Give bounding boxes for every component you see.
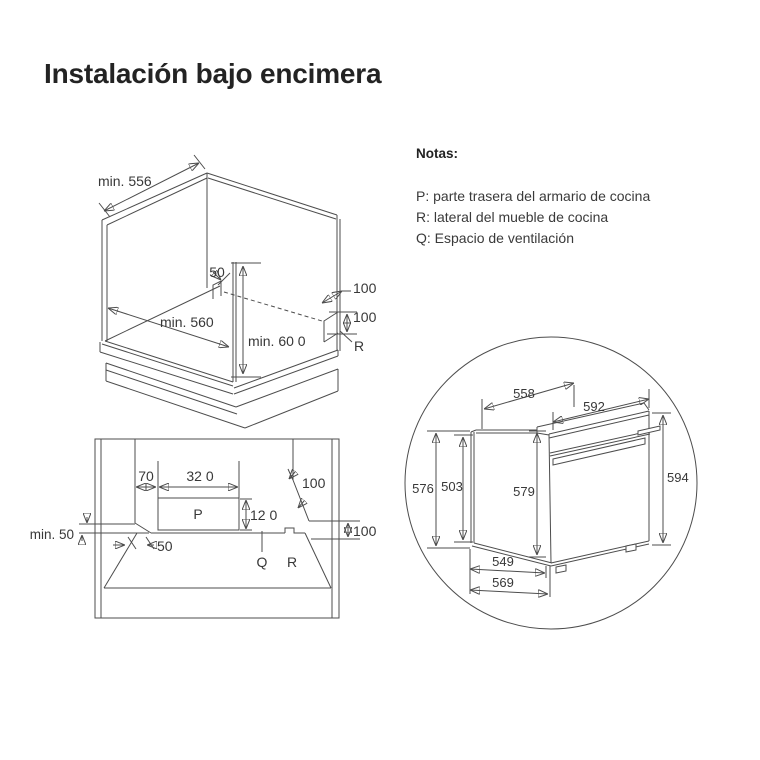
dim-line-body-depth — [470, 569, 545, 573]
cabinet-floor-outline — [105, 281, 233, 382]
oven-feet — [556, 544, 636, 573]
dim-label-vent-height: 100 — [353, 309, 377, 325]
dim-label-corner-cut: 100 — [302, 475, 326, 491]
note-item-q: Q: Espacio de ventilación — [416, 230, 574, 246]
section-walls — [101, 439, 332, 618]
dim-line-vent-offset — [322, 291, 342, 303]
oven-body-outline — [471, 403, 650, 566]
oven-dimensions-diagram — [405, 337, 697, 629]
dim-label-total-depth: 569 — [492, 575, 514, 590]
label-vent-space-q: Q — [256, 554, 268, 570]
dim-label-right-height: 594 — [667, 470, 689, 485]
dim-label-cutout-height: 12 0 — [250, 507, 278, 523]
dim-label-back-offset: 70 — [138, 468, 154, 484]
cutout-section-diagram — [30, 439, 377, 618]
note-item-r: R: lateral del mueble de cocina — [416, 209, 609, 225]
cabinet-3d-diagram — [98, 155, 377, 428]
cabinet-hidden-edge — [224, 292, 322, 321]
dim-label-back-notch: 50 — [209, 264, 225, 280]
page-title: Instalación bajo encimera — [44, 58, 382, 89]
dim-label-inner-height: min. 60 0 — [248, 333, 306, 349]
dim-label-body-depth: 549 — [492, 554, 514, 569]
dim-label-body-height: 503 — [441, 479, 463, 494]
dim-label-total-height: 576 — [412, 481, 434, 496]
dim-label-inner-width: min. 560 — [160, 314, 214, 330]
dim-label-vent-offset: 100 — [353, 280, 377, 296]
label-side-panel-r: R — [353, 338, 365, 354]
dim-label-side-gap: 100 — [353, 523, 377, 539]
dim-label-top-edge: min. 556 — [98, 173, 152, 189]
dim-line-total-depth — [470, 590, 548, 594]
cabinet-base-outline — [100, 342, 338, 428]
dim-label-top-depth: 558 — [513, 386, 535, 401]
section-outer-rect — [95, 439, 339, 618]
dim-label-front-height: 579 — [513, 484, 535, 499]
notes-heading: Notas: — [416, 146, 459, 161]
dim-label-top-width: 592 — [583, 399, 605, 414]
note-item-p: P: parte trasera del armario de cocina — [416, 188, 651, 204]
dim-label-cutout-width: 32 0 — [186, 468, 214, 484]
dim-label-front-min-gap: min. 50 — [29, 527, 74, 542]
dim-label-chamfer: 50 — [157, 538, 173, 554]
label-back-panel-p: P — [193, 506, 203, 522]
cabinet-vent-cutout — [324, 312, 338, 342]
label-side-r: R — [286, 554, 298, 570]
